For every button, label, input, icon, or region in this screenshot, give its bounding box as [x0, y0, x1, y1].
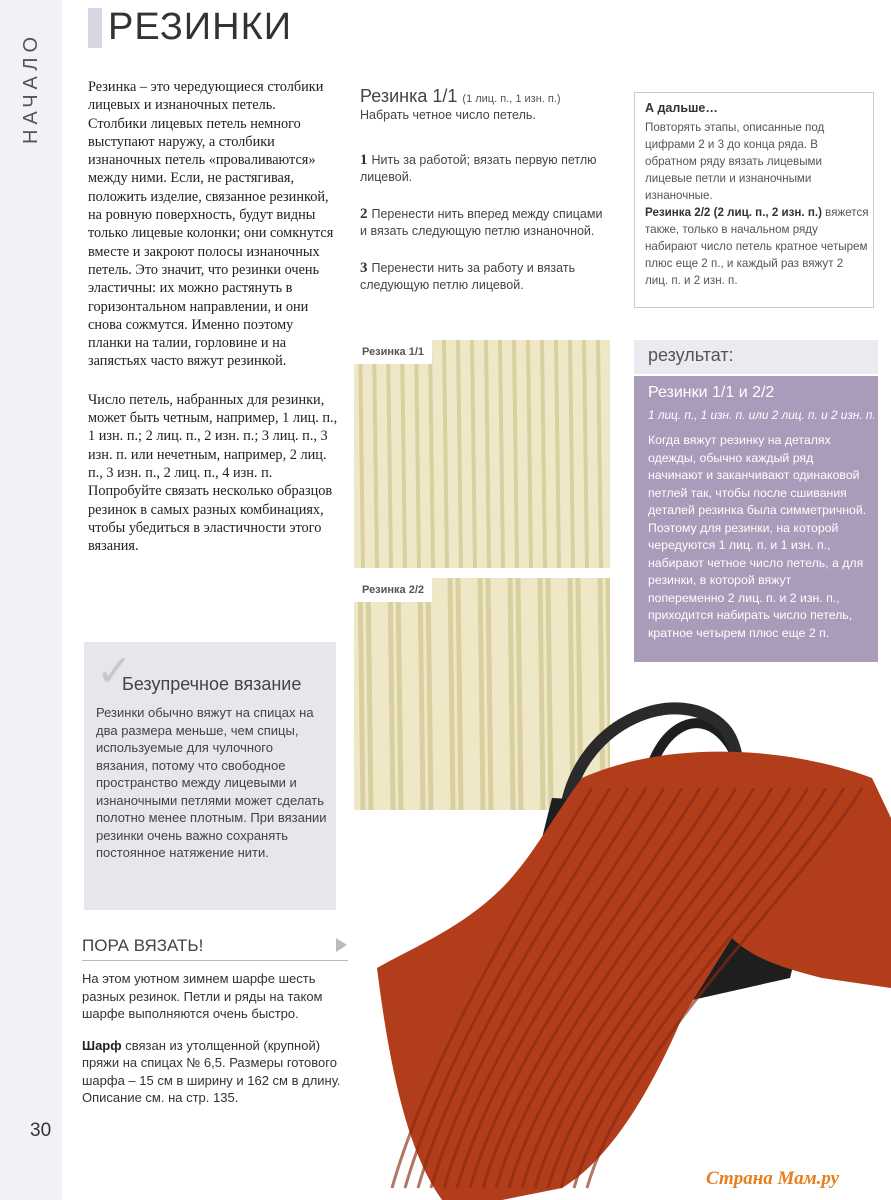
divider [82, 960, 348, 961]
knit-column [430, 340, 433, 568]
knit-column [360, 340, 363, 568]
knit-column [570, 340, 573, 568]
section-label: НАЧАЛО [20, 31, 42, 144]
rib11-heading: Резинка 1/1 (1 лиц. п., 1 изн. п.) [360, 86, 561, 106]
pora-title: ПОРА ВЯЗАТЬ! [82, 936, 204, 955]
title-accent-bar [88, 8, 102, 48]
intro-paragraph-1: Резинка – это чередующиеся столбики лицевых и изнаночных петель. Столбики лицевых петель немного выступают наружу, а столбики изнаночных петель «проваливаются» между ними. Если, не растягивая, положить изделие, связанное резинкой, на ровную поверхность, будут видны только лицевые колонки; они сомкнутся вместе и закроют полосы изнаночных петель. Это значит, что резинки очень эластичны: их можно растянуть в горизонтальном направлении, и они снова сожмутся. Именно поэтому планки на талии, горловине и на запястьях часто вяжут резинкой. [88, 79, 334, 370]
result-header: результат: [634, 340, 878, 374]
page-title: РЕЗИНКИ [108, 6, 293, 48]
knit-column [402, 340, 405, 568]
scarf-and-bag-photo [352, 688, 891, 1200]
pora-paragraph-2-text: связан из утолщенной (крупной) пряжи на спицах № 6,5. Размеры готового шарфа – 15 см в ширину и 162 см в длину. Описание см. на стр. 135. [82, 1037, 341, 1105]
knit-column [486, 340, 489, 568]
intro-text [88, 78, 338, 575]
knit-column [472, 340, 475, 568]
arrow-right-icon [336, 938, 347, 952]
page-number: 30 [30, 1120, 52, 1141]
knit-column [458, 340, 461, 568]
step-3: 3 Перенести нить за работу и вязать следующую петлю лицевой. [360, 260, 576, 292]
result-title: Резинки 1/1 и 2/2 [648, 384, 775, 401]
knit-column [374, 340, 377, 568]
knit-column [584, 340, 587, 568]
further-title: А дальше… [645, 101, 718, 115]
knit-column [500, 340, 503, 568]
knit-column [598, 340, 601, 568]
tip-box [84, 642, 336, 910]
knit-column [444, 340, 447, 568]
scarf-body [377, 752, 891, 1200]
rib11-subheading: Набрать четное число петель. [360, 108, 536, 122]
rib11-heading-small: (1 лиц. п., 1 изн. п.) [462, 93, 561, 105]
watermark: Страна Мам.ру [706, 1168, 840, 1189]
further-bold: Резинка 2/2 (2 лиц. п., 2 изн. п.) [645, 206, 822, 219]
pora-paragraph-1: На этом уютном зимнем шарфе шесть разных резинок. Петли и ряды на таком шарфе выполняются очень быстро. [82, 971, 323, 1021]
tip-title: Безупречное вязание [122, 674, 302, 694]
side-strip [0, 0, 62, 1200]
swatch-label-1x1: Резинка 1/1 [354, 340, 432, 364]
swatch-label-2x2: Резинка 2/2 [354, 578, 432, 602]
tip-text: Резинки обычно вяжут на спицах на два размера меньше, чем спицы, используемые для чулочного вязания, потому что свободное пространство между лицевыми и изнаночными петлями может сделать полотно менее плотным. При вязании резинки очень важно сохранять постоянное натяжение нити. [96, 705, 327, 860]
swatch-rib-1x1 [354, 340, 610, 568]
steps-list [360, 152, 612, 314]
intro-paragraph-2: Число петель, набранных для резинки, может быть четным, например, 1 лиц. п., 1 изн. п.; 2 лиц. п., 2 изн. п.; 3 лиц. п., 3 изн. п. или нечетным, например, 2 лиц. п., 3 изн. п., 2 лиц. п., 4 изн. п. Попробуйте связать несколько образцов резинок в самых разных комбинациях, чтобы убедиться в эластичности этого вязания. [88, 391, 338, 555]
further-text: Повторять этапы, описанные под цифрами 2 и 3 до конца ряда. В обратном ряду вязать лицевыми лицевые петли и изнаночными изнаночные. Резинка 2/2 (2 лиц. п., 2 изн. п.) вяжется также, только в начальном ряду набирают число петель кратное четырем плюс еще 2 п., и каждый раз вяжут 2 лиц. п. и 2 изн. п. [645, 121, 869, 287]
pora-paragraph-2 [82, 1037, 348, 1107]
pora-text [82, 970, 348, 1121]
knit-column [556, 340, 559, 568]
knit-column [514, 340, 517, 568]
checkmark-icon: ✓ [96, 647, 133, 696]
knit-texture-1x1 [354, 340, 610, 568]
knit-column [416, 340, 419, 568]
knit-column [388, 340, 391, 568]
step-1: 1 Нить за работой; вязать первую петлю лицевой. [360, 152, 597, 184]
result-box [634, 376, 878, 662]
knit-column [528, 340, 531, 568]
result-text: Когда вяжут резинку на деталях одежды, обычно каждый ряд начинают и заканчивают одинаковой петлей так, чтобы после сшивания деталей резинка была симметричной. Поэтому для резинки, на которой чередуются 1 лиц. п. и 1 изн. п., набирают четное число петель, а для резинки, в которой вяжут попеременно 2 лиц. п. и 2 изн. п., приходится набирать число петель, кратное четырем плюс еще 2 п. [648, 433, 867, 640]
pora-bold: Шарф [82, 1037, 122, 1053]
knit-column [542, 340, 545, 568]
step-2: 2 Перенести нить вперед между спицами и вязать следующую петлю изнаночной. [360, 206, 603, 238]
result-subtitle: 1 лиц. п., 1 изн. п. или 2 лиц. п. и 2 изн. п. [648, 408, 876, 422]
further-box [634, 92, 874, 308]
